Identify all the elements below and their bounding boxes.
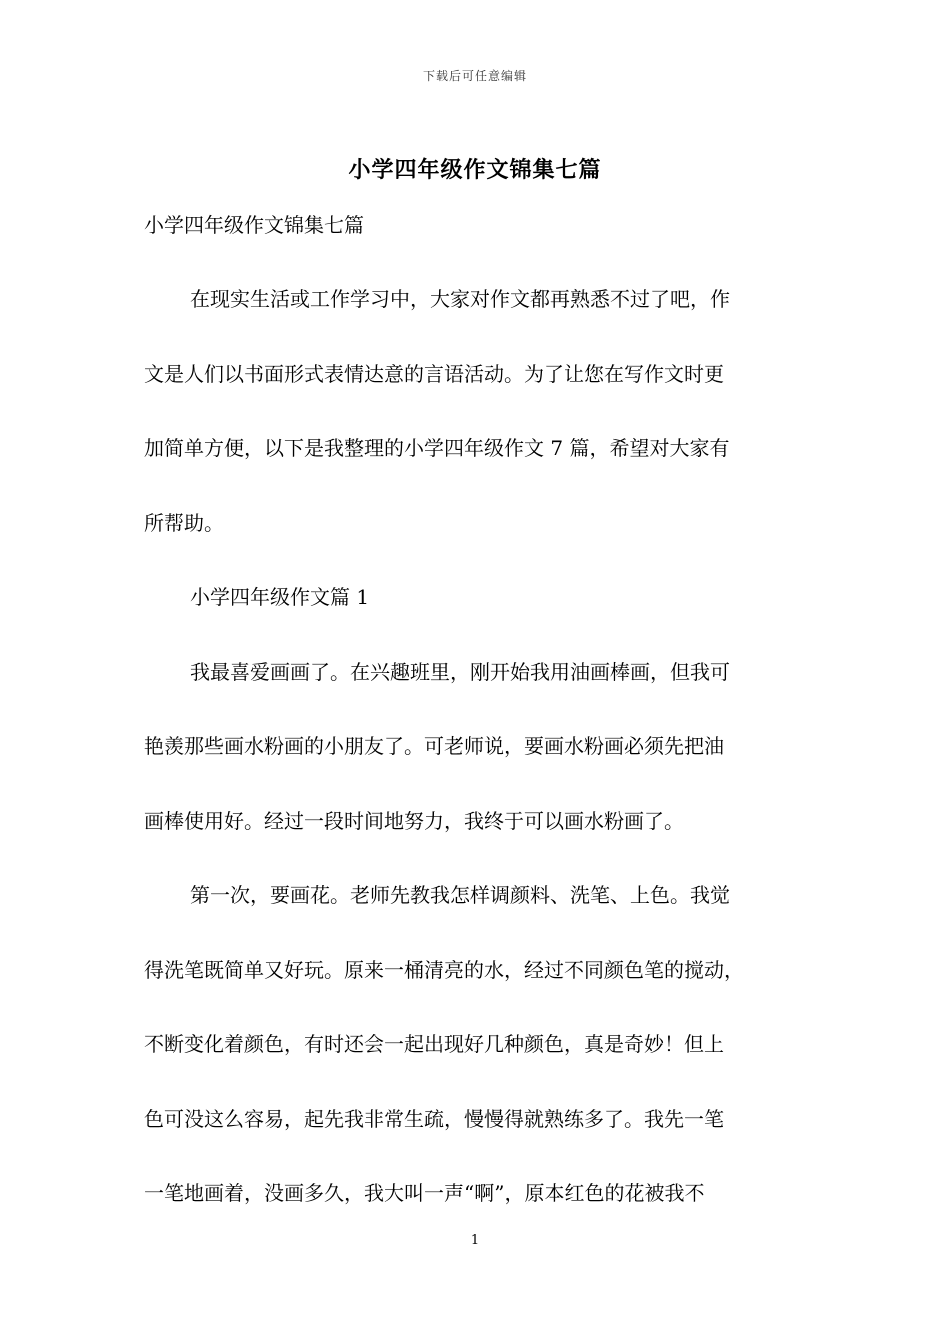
document-subtitle: 小学四年级作文锦集七篇: [144, 213, 364, 237]
body-line: 加简单方便，以下是我整理的小学四年级作文 7 篇，希望对大家有: [144, 436, 730, 460]
body-line: 在现实生活或工作学习中，大家对作文都再熟悉不过了吧，作: [190, 287, 730, 311]
body-line: 画棒使用好。经过一段时间地努力，我终于可以画水粉画了。: [144, 808, 684, 833]
document-title: 小学四年级作文锦集七篇: [348, 157, 602, 183]
section-heading: 小学四年级作文篇 1: [190, 585, 370, 609]
body-line: 不断变化着颜色，有时还会一起出现好几种颜色，真是奇妙！但上: [144, 1032, 724, 1056]
body-line: 一笔地画着，没画多久，我大叫一声“啊”，原本红色的花被我不: [144, 1181, 705, 1205]
page-number: 1: [470, 1233, 480, 1248]
body-line: 得洗笔既简单又好玩。原来一桶清亮的水，经过不同颜色笔的搅动，: [144, 957, 744, 982]
header-note: 下载后可任意编辑: [422, 69, 527, 83]
document-body: [144, 204, 812, 1247]
body-line: 我最喜爱画画了。在兴趣班里，刚开始我用油画棒画，但我可: [190, 659, 730, 684]
body-line: 文是人们以书面形式表情达意的言语活动。为了让您在写作文时更: [144, 361, 724, 386]
body-line: 艳羡那些画水粉画的小朋友了。可老师说，要画水粉画必须先把油: [144, 734, 724, 758]
body-line: 第一次，要画花。老师先教我怎样调颜料、洗笔、上色。我觉: [190, 883, 730, 907]
body-line: 色可没这么容易，起先我非常生疏，慢慢得就熟练多了。我先一笔: [144, 1106, 724, 1131]
body-line: 所帮助。: [144, 510, 224, 535]
